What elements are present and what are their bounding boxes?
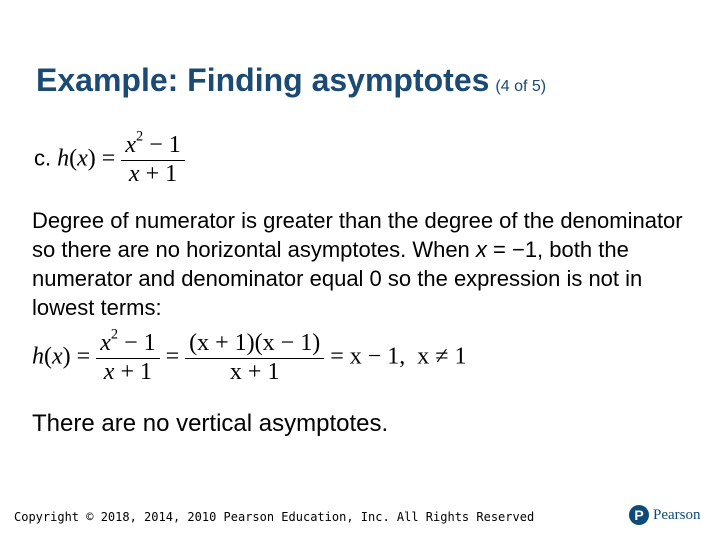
den-var: x: [128, 160, 140, 187]
title-suffix: (4 of 5): [495, 78, 547, 95]
copyright-notice: Copyright © 2018, 2014, 2010 Pearson Education, Inc. All Rights Reserved: [14, 510, 535, 524]
fraction: [121, 128, 184, 188]
explanation-paragraph: [32, 206, 692, 322]
h-equals-1: =: [76, 343, 91, 370]
result-expression: = x − 1,: [330, 343, 406, 370]
h-equals-2: =: [165, 343, 180, 370]
fn-name: h: [57, 145, 70, 172]
f1-num-var: x: [100, 330, 111, 356]
function-h-equation: h(x) = $\frac{x^2 - 1}{x + 1}$ = $\frac{(x + 1)(x - 1)}{x + 1}$ = x − 1, x ≠ 1: [32, 326, 467, 385]
equals-sign: =: [101, 145, 116, 172]
pearson-brand: [629, 505, 701, 525]
part-label: c.: [34, 145, 52, 171]
num-var: x: [125, 132, 136, 158]
numerator: [121, 128, 184, 161]
fraction-1-denominator: [96, 359, 159, 387]
f1-den-rest: + 1: [114, 358, 152, 385]
num-rest: − 1: [143, 132, 181, 158]
brand-name: Pearson: [653, 506, 701, 523]
h-fn-var: x: [52, 343, 63, 370]
fraction-2: [185, 330, 324, 386]
f1-num-rest: − 1: [118, 330, 156, 356]
paragraph-variable: x: [475, 237, 487, 262]
h-fn-name: h: [32, 343, 44, 370]
fraction-2-numerator: (x + 1)(x − 1): [185, 330, 324, 359]
paragraph-part-1: Degree of numerator is greater than the degree of the denominator so there are no horizontal asymptotes. When: [32, 208, 683, 262]
fn-var: x: [77, 145, 88, 172]
fraction-2-denominator: x + 1: [229, 358, 280, 385]
conclusion-text: There are no vertical asymptotes.: [32, 410, 389, 437]
f1-den-var: x: [103, 358, 115, 385]
fraction-1: [96, 326, 159, 386]
title-text: Example: Finding asymptotes: [36, 62, 490, 98]
paragraph-part-2: = −1, both the numerator and denominator equal 0 so the expression is not in lowest terms:: [32, 237, 643, 320]
num-exponent: 2: [135, 128, 144, 145]
f1-num-exponent: 2: [110, 326, 119, 343]
den-rest: + 1: [139, 160, 178, 187]
denominator: [121, 161, 184, 189]
function-c-equation: c. h(x) = $\frac{x^2 - 1}{x + 1}$: [34, 132, 185, 188]
pearson-logo-icon: P: [629, 505, 649, 525]
domain-condition: x ≠ 1: [417, 343, 467, 370]
fraction-1-numerator: [96, 326, 159, 359]
slide-title: [36, 62, 546, 99]
